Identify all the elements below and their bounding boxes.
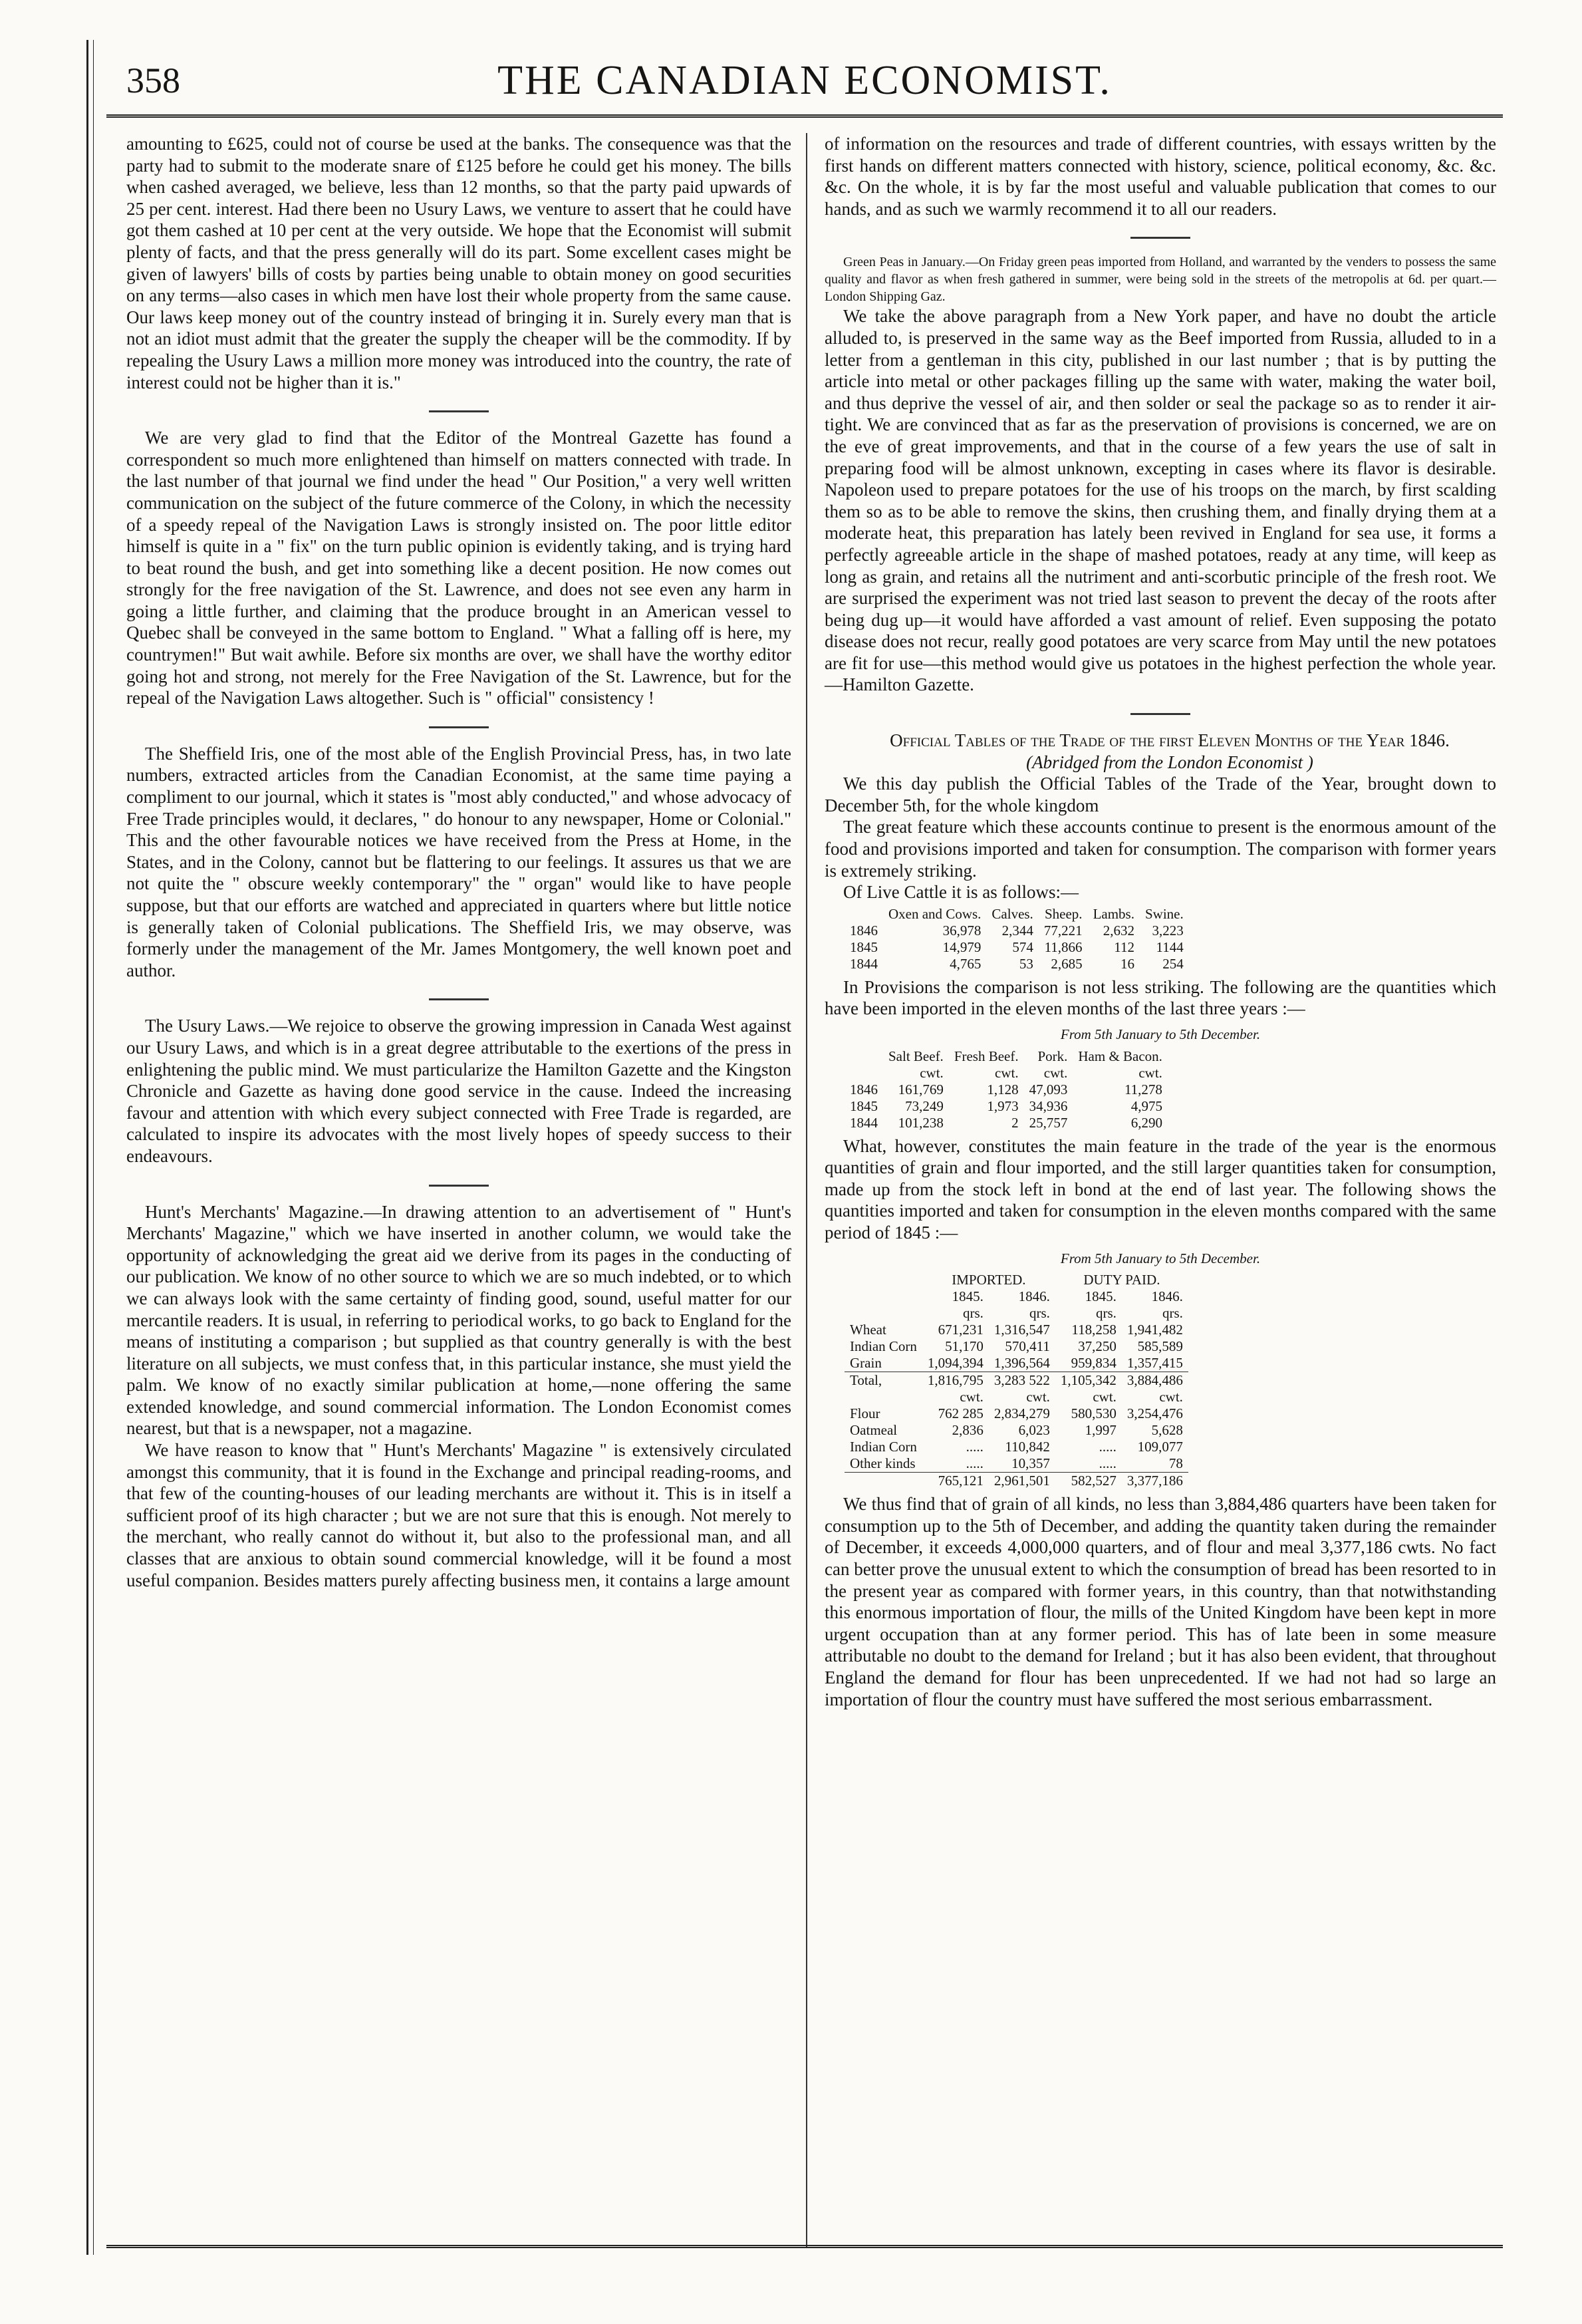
table-cell: 3,884,486: [1122, 1372, 1188, 1389]
table-cell: .....: [1099, 1455, 1117, 1472]
table-header: Lambs.: [1093, 905, 1134, 922]
table-header: Calves.: [991, 905, 1033, 922]
table-cell: 2,632: [1103, 922, 1134, 939]
table-cell: 1845: [850, 1097, 878, 1114]
table-cell: 10,357: [1011, 1455, 1050, 1472]
table-header: Oxen and Cows.: [888, 905, 982, 922]
table-header: Fresh Beef.: [954, 1048, 1019, 1064]
provisions-intro: In Provisions the comparison is not less striking. The following are the quantities which have been imported in the eleven months of the last three years :—: [825, 976, 1496, 1019]
trade-tables-p1: We this day publish the Official Tables of the Trade of the Year, brought down to December 5th, for the whole kingdom: [825, 774, 1496, 815]
green-peas-notice: Green Peas in January.—On Friday green peas imported from Holland, and warranted by the venders to possess the same quality and flavor as when fresh gathered in summer, were being sold in the streets of the metropolis at 6d. per quart.—London Shipping Gaz.: [825, 255, 1496, 305]
table-cell: 580,530: [1071, 1405, 1117, 1422]
table-total-row: [845, 1372, 1188, 1389]
table-cell: 1846: [850, 922, 878, 939]
table-cell: 78: [1168, 1455, 1183, 1472]
table-cell: 2,834,279: [993, 1405, 1050, 1422]
table-cell: 110,842: [1005, 1439, 1050, 1455]
separator: [1130, 713, 1190, 715]
table-cell: Flour: [850, 1405, 880, 1422]
table-header: [845, 1048, 883, 1065]
table-row: [845, 1455, 1188, 1473]
table-cell: cwt.: [1138, 1064, 1162, 1081]
table-cell: 34,936: [1029, 1097, 1068, 1114]
table-cell: 1,105,342: [1055, 1372, 1122, 1389]
table-cell: 2,836: [952, 1422, 984, 1439]
table-cell: 25,757: [1029, 1114, 1068, 1131]
table-cell: Indian Corn: [850, 1338, 917, 1355]
table-row: [845, 939, 1189, 956]
header-rule: [106, 114, 1503, 118]
table-row: [845, 1405, 1188, 1422]
table-cell: 585,589: [1137, 1338, 1183, 1355]
separator: [429, 726, 489, 728]
table-cell: 574: [1012, 939, 1033, 955]
left-column: [126, 133, 791, 1591]
table-cell: 118,258: [1071, 1322, 1117, 1338]
table-cell: 2: [1011, 1114, 1019, 1131]
sheffield-iris-article: The Sheffield Iris, one of the most able of the English Provincial Press, has, in two late numbers, extracted articles from the Canadian Economist, at the same time paying a compliment to our journal, which it states is "most ably conducted," and whose advocacy of Free Trade principles would, it declares, " do honour to any newspaper, Home or Colonial." This and the other favourable notices we have received from the Press at Home, in the States, and in the Colony, cannot but be flattering to our feelings. It assures us that we are not quite the " obscure weekly contemporary" the " organ" would like to have people suppose, but that our efforts are watched and appreciated in quarters where but little notice is generally taken of Colonial publications. The Sheffield Iris, we may observe, was formerly under the management of the Mr. James Montgomery, the well known poet and author.: [126, 743, 791, 980]
table-cell: 47,093: [1029, 1081, 1068, 1097]
table-cell: qrs.: [962, 1305, 984, 1322]
table-header-row: [845, 1288, 1188, 1305]
table-cell: 959,834: [1071, 1355, 1117, 1372]
trade-tables-subtitle: (Abridged from the London Economist ): [1026, 752, 1313, 772]
column-divider: [806, 133, 807, 2248]
table-cell: cwt.: [1093, 1389, 1117, 1405]
table-cell: 16: [1120, 955, 1134, 972]
table-cell: 1,357,415: [1126, 1355, 1183, 1372]
table-row: [845, 1422, 1188, 1439]
table-cell: 2,344: [1001, 922, 1033, 939]
table-cell: cwt.: [960, 1389, 984, 1405]
table-header: IMPORTED.: [952, 1272, 1026, 1288]
table-header: 1845.: [1085, 1288, 1117, 1305]
table-row: [845, 1338, 1188, 1355]
table-cell: .....: [966, 1455, 984, 1472]
table-cell: Wheat: [850, 1322, 886, 1338]
table-cell: 51,170: [945, 1338, 984, 1355]
page-title: THE CANADIAN ECONOMIST.: [497, 58, 1112, 103]
table-row: [845, 923, 1189, 939]
montreal-gazette-article: We are very glad to find that the Editor of the Montreal Gazette has found a correspondent so much more enlightened than himself on matters connected with trade. In the last number of that journal we find under the head " Our Position," a very well written communication on the subject of the future commerce of the Colony, in which the necessity of a speedy repeal of the Navigation Laws is strongly insisted on. The poor little editor himself is quite in a " fix" on the turn public opinion is evidently taking, and is trying hard to beat round the bush, and get into something like a decent position. He now comes out strongly for the free navigation of the St. Lawrence, and does not see even any harm in going a little further, and claiming that the produce brought in an American vessel to Quebec shall be conveyed in the same bottom to England. " What a falling off is here, my countrymen!" But wait awhile. Before six months are over, we shall have the worthy editor going hot and strong, not merely for the Free Navigation of the St. Lawrence, but for the repeal of the Navigation Laws altogether. Such is " official" consistency !: [126, 428, 791, 708]
page: [86, 40, 1503, 2288]
table-cell: 2,685: [1051, 955, 1083, 972]
table-cell: 37,250: [1078, 1338, 1117, 1355]
table-row: [845, 1098, 1168, 1115]
page-header: [106, 53, 1503, 113]
table-cell: 14,979: [942, 939, 982, 955]
table-cell: Oatmeal: [850, 1422, 898, 1439]
table-row: [845, 1115, 1168, 1131]
table-cell: 11,278: [1124, 1081, 1162, 1097]
hunts-magazine-article-end: of information on the resources and trade of different countries, with essays written by the first hands on different matters connected with history, science, political economy, &c. &c. &c. On the whole, it is by far the most useful and valuable publication that comes to our hands, and as such we warmly recommend it to all our readers.: [825, 134, 1496, 219]
table-cell: 2,961,501: [989, 1473, 1055, 1490]
table-cell: Other kinds: [850, 1455, 916, 1472]
table-units-row: [845, 1305, 1188, 1322]
table-cell: qrs.: [1162, 1305, 1183, 1322]
table-header: 1846.: [1018, 1288, 1050, 1305]
table-header: Salt Beef.: [888, 1048, 944, 1064]
table-group-header-row: [845, 1272, 1188, 1288]
table-cell: 1846: [850, 1081, 878, 1097]
table-header-row: [845, 1048, 1168, 1065]
page-number: 358: [126, 61, 180, 100]
table-header: Swine.: [1144, 905, 1184, 922]
table-cell: 1,997: [1085, 1422, 1117, 1439]
separator: [429, 998, 489, 1000]
table-cell: [845, 1473, 922, 1490]
table-cell: 161,769: [898, 1081, 944, 1097]
table-cell: 4,975: [1130, 1097, 1162, 1114]
table-cell: cwt.: [1043, 1064, 1068, 1081]
separator: [1130, 237, 1190, 239]
table-row: [845, 1322, 1188, 1338]
table-cell: cwt.: [995, 1064, 1019, 1081]
table-cell: 582,527: [1055, 1473, 1122, 1490]
table-cell: 1,973: [987, 1097, 1019, 1114]
table-cell: 1,816,795: [922, 1372, 989, 1389]
table-cell: 1144: [1156, 939, 1184, 955]
table-cell: 73,249: [905, 1097, 944, 1114]
table-cell: 77,221: [1043, 922, 1083, 939]
table-header: Sheep.: [1044, 905, 1083, 922]
table-cell: 765,121: [922, 1473, 989, 1490]
cattle-table: [845, 906, 1189, 972]
footer-rule: [106, 2245, 1503, 2248]
table-header: Ham & Bacon.: [1078, 1048, 1162, 1064]
provisions-table: [845, 1048, 1168, 1131]
table-cell: 5,628: [1151, 1422, 1183, 1439]
table-header: 1845.: [952, 1288, 984, 1305]
table-row: [845, 1355, 1188, 1372]
table-cell: [845, 1389, 922, 1405]
table-cell: 671,231: [938, 1322, 984, 1338]
grain-intro: What, however, constitutes the main feature in the trade of the year is the enormous quantities of grain and flour imported, and the still larger quantities taken for consumption, made up from the stock left in bond at the end of last year. The following shows the quantities imported and taken for consumption in the eleven months compared with the same period of 1845 :—: [825, 1135, 1496, 1242]
table-cell: 1845: [850, 939, 878, 955]
table-row: [845, 956, 1189, 972]
table-header: [845, 1272, 922, 1288]
table-header: [845, 906, 883, 923]
separator: [429, 410, 489, 412]
table-cell: Total,: [845, 1372, 922, 1389]
table-cell: 101,238: [898, 1114, 944, 1131]
table-cell: 1,094,394: [927, 1355, 984, 1372]
table-cell: cwt.: [920, 1064, 944, 1081]
table-cell: 6,023: [1018, 1422, 1050, 1439]
table-cell: cwt.: [1026, 1389, 1050, 1405]
table-cell: 1,941,482: [1126, 1322, 1183, 1338]
table-cell: 109,077: [1137, 1439, 1183, 1455]
usury-letter-end: amounting to £625, could not of course be used at the banks. The consequence was that the party had to submit to the moderate snare of £125 before he could get his money. The bills when cashed averaged, we believe, less than 12 months, so that the party paid upwards of 25 per cent. interest. Had there been no Usury Laws, we venture to assert that he could have got them cashed at 10 per cent at the very outside. We hope that the Economist will submit plenty of facts, and that the press generally will do its part. Some excellent cases might be given of lawyers' bills of costs by parties being unable to obtain money on good securities on any terms—also cases in which men have lost their whole property from the same cause. Our laws keep money out of the country instead of bringing it in. Surely every man that is not an idiot must admit that the greater the supply the cheaper will be the commodity. If by repealing the Usury Laws a million more money was introduced into the country, the rate of interest could not be higher than it is.": [126, 134, 791, 392]
table-cell: qrs.: [1029, 1305, 1050, 1322]
table-total-row: [845, 1473, 1188, 1490]
trade-tables-title: Official Tables of the Trade of the first Eleven Months of the Year 1846.: [890, 730, 1450, 751]
left-border-rule: [86, 40, 94, 2255]
table-cell: .....: [966, 1439, 984, 1455]
table-cell: 1844: [850, 955, 878, 972]
table-cell: qrs.: [1095, 1305, 1117, 1322]
table-row: [845, 1082, 1168, 1098]
table-cell: 762 285: [938, 1405, 984, 1422]
table-row: [845, 1439, 1188, 1455]
table-cell: Grain: [850, 1355, 882, 1372]
hunts-magazine-article: Hunt's Merchants' Magazine.—In drawing attention to an advertisement of " Hunt's Merchants' Magazine," which we have inserted in another column, we would take the opportunity of acknowledging the great aid we derive from its pages in the conducting of our publication. We know of no other source to which we are so much indebted, or to which we can always look with the same certainty of finding good, sound, useful matter for our mercantile readers. It is usual, in referring to periodical works, to go back to England for the means of instituting a comparison ; but supplied as that country generally is with the best literature on all subjects, we must confess that, in this particular instance, she must yield the palm. We know of no exactly similar publication at home,—none offering the same extended knowledge, and sound commercial information. The London Economist comes nearest, but that is a newspaper, not a magazine.: [126, 1201, 791, 1439]
table-cell: 1844: [850, 1114, 878, 1131]
table-cell: 1,396,564: [993, 1355, 1050, 1372]
trade-tables-p2: The great feature which these accounts continue to present is the enormous amount of the food and provisions imported and taken for consumption. The comparison with former years is extremely striking.: [825, 817, 1496, 881]
separator: [429, 1185, 489, 1187]
table-cell: cwt.: [1159, 1389, 1183, 1405]
table-cell: 3,223: [1152, 922, 1184, 939]
table-header: DUTY PAID.: [1083, 1272, 1160, 1288]
table-cell: Indian Corn: [850, 1439, 917, 1455]
usury-laws-article: The Usury Laws.—We rejoice to observe the growing impression in Canada West against our Usury Laws, and which is in a great degree attributable to the exertions of the press in enlightening the public mind. We must particularize the Hamilton Gazette and the Kingston Chronicle and Gazette as having done good service in the cause. Indeed the increasing favour and attention with which every subject connected with Free Trade is regarded, are calculated to inspire its advocates with the most lively hopes of speedy success to their endeavours.: [126, 1016, 791, 1166]
table-cell: 570,411: [1005, 1338, 1050, 1355]
table-cell: 112: [1114, 939, 1134, 955]
table-cell: 1,316,547: [993, 1322, 1050, 1338]
table-cell: .....: [1099, 1439, 1117, 1455]
grain-table: [845, 1272, 1188, 1489]
table-header: Pork.: [1037, 1048, 1068, 1064]
table-cell: 3,254,476: [1126, 1405, 1183, 1422]
green-peas-comment: We take the above paragraph from a New York paper, and have no doubt the article alluded to, is preserved in the same way as the Beef imported from Russia, alluded to in a letter from a gentleman in this city, published in our last number ; that is by putting the article into metal or other packages filling up the same with water, making the water boil, and thus deprive the vessel of air, and then solder or seal the package so as to render it air-tight. We are convinced that as far as the preservation of provisions is concerned, we are on the eve of great improvements, and that in the course of a few years the use of salt in preparing food will be almost unknown, excepting in cases where its flavor is desirable. Napoleon used to prepare potatoes for the use of his troops on the march, by first scalding them so as to be able to remove the skins, then crushing them, and finally drying them at a moderate heat, this preparation has lately been revived in England for sea use, it forms a perfectly agreeable article in the shape of mashed potatoes, ready at any time, will keep as long as grain, and retains all the nutriment and anti-scorbutic principle of the fresh root. We are surprised the experiment was not tried last season to prevent the decay of the roots after being dug up—it would have afforded a vast amount of relief. Even supposing the potato disease does not recur, really good potatoes are very scarce from May until the new potatoes are fit for use—this method would give us potatoes in the highest perfection the whole year.—Hamilton Gazette.: [825, 306, 1496, 695]
table-units-row: [845, 1065, 1168, 1082]
table-cell: [845, 1065, 883, 1082]
table-header: 1846.: [1151, 1288, 1183, 1305]
table-cell: 4,765: [950, 955, 982, 972]
right-column: [825, 133, 1496, 1710]
table-cell: [845, 1305, 922, 1322]
table-cell: 36,978: [942, 922, 982, 939]
table-cell: 3,377,186: [1122, 1473, 1188, 1490]
table-header-row: [845, 906, 1189, 923]
hunts-magazine-article-cont: We have reason to know that " Hunt's Merchants' Magazine " is extensively circulated amongst this community, that it is found in the Exchange and principal reading-rooms, and that few of the counting-houses of our leading merchants are without it. This is in itself a sufficient proof of its high character ; but we are not sure that this is enough. Not merely to the merchant, who really cannot do without it, but also to the professional man, and all classes that are anxious to obtain sound commercial knowledge, will it be found a most useful companion. Besides matters purely affecting business men, it contains a large amount: [126, 1440, 791, 1590]
table-cell: 3,283 522: [989, 1372, 1055, 1389]
table-units-row: [845, 1389, 1188, 1405]
table-cell: 53: [1019, 955, 1033, 972]
table-cell: 1,128: [987, 1081, 1019, 1097]
table-cell: 254: [1162, 955, 1184, 972]
cattle-intro: Of Live Cattle it is as follows:—: [843, 882, 1079, 903]
table-header: [845, 1288, 922, 1305]
grain-caption: From 5th January to 5th December.: [1060, 1250, 1261, 1266]
table-cell: 6,290: [1130, 1114, 1162, 1131]
provisions-caption: From 5th January to 5th December.: [1060, 1026, 1261, 1042]
table-cell: 11,866: [1044, 939, 1083, 955]
trade-conclusion: We thus find that of grain of all kinds, no less than 3,884,486 quarters have been taken for consumption up to the 5th of December, and adding the quantity taken during the remainder of December, it exceeds 4,000,000 quarters, and of flour and meal 3,377,186 cwts. No fact can better prove the unusual extent to which the consumption of bread has been resorted to in the present year as compared with former years, in this country, than that notwithstanding this enormous importation of flour, the mills of the United Kingdom have been kept in more urgent occupation than at any former period. This has of late been in some measure attributable no doubt to the demand for Ireland ; but it has also been evident, that throughout England the demand for flour has been unprecedented. If we had not had so large an importation of flour the country must have suffered the most serious embarrassment.: [825, 1494, 1496, 1709]
